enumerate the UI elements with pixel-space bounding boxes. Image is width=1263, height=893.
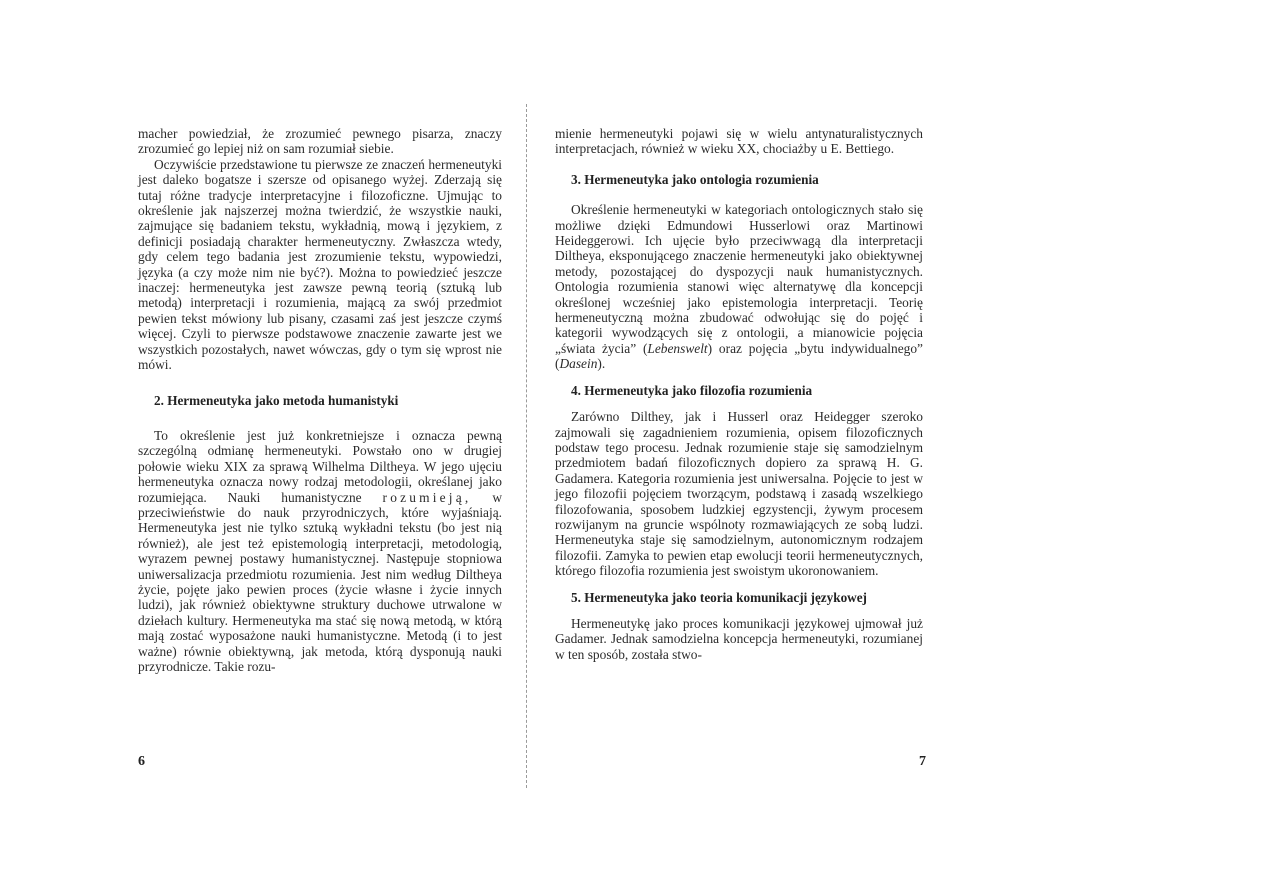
paragraph-continuation: mienie hermeneutyki pojawi się w wielu antynaturalistycznych interpretacjach, również w wieku XX, chociażby u E. Bettiego. — [555, 126, 923, 157]
paragraph-section-5: Hermeneutykę jako proces komunikacji językowej ujmował już Gadamer. Jednak samodzielna koncepcja hermeneutyki, rozumianej w ten sposób, została stwo- — [555, 615, 923, 662]
paragraph-text: ) oraz pojęcia „bytu indywidualnego” ( — [555, 340, 924, 372]
right-page — [555, 126, 923, 662]
section-heading-4: 4. Hermeneutyka jako filozofia rozumienia — [571, 382, 813, 398]
spaced-emphasis: rozumieją, — [382, 489, 472, 505]
page-number-left: 6 — [138, 754, 145, 769]
italic-term: Dasein — [559, 356, 598, 372]
paragraph-continuation: macher powiedział, że zrozumieć pewnego pisarza, znaczy zrozumieć go lepiej niż on sam rozumiał siebie. — [138, 126, 502, 157]
paragraph-section-3 — [555, 202, 923, 371]
section-heading-3: 3. Hermeneutyka jako ontologia rozumienia — [571, 171, 819, 187]
paragraph-text: ). — [597, 356, 606, 372]
paragraph-text: Określenie hermeneutyki w kategoriach ontologicznych stało się możliwe dzięki Edmundowi Husserlowi oraz Martinowi Heideggerowi. Ich ujęcie było przeciwwagą dla interpretacji Diltheya, eksponującego znaczenie hermeneutyki jako obiektywnej metody, pozostającej do dyspozycji nauk humanistycznych. Ontologia rozumienia stanowi więc alternatywę dla koncepcji określonej wcześniej jako epistemologia interpretacji. Teorię hermeneutyczną można zbudować odwołując się do pojęć i kategorii wywodzących się z ontologii, a mianowicie pojęcia „świata życia” ( — [555, 202, 923, 356]
page-number-right: 7 — [919, 754, 926, 769]
section-heading-5: 5. Hermeneutyka jako teoria komunikacji językowej — [571, 589, 867, 605]
section-heading-2: 2. Hermeneutyka jako metoda humanistyki — [154, 392, 399, 408]
paragraph-section-4: Zarówno Dilthey, jak i Husserl oraz Heidegger szeroko zajmowali się zagadnieniem rozumienia, opisem filozoficznych podstaw tego procesu. Jednak rozumienie staje się samodzielnym przedmiotem badań filozoficznych dopiero za sprawą H. G. Gadamera. Kategoria rozumienia jest uniwersalna. Pojęcie to jest w jego filozofii pojęciem tworzącym, podstawą i zasadą wszelkiego filozofowania, sposobem ludzkiej egzystencji, żywym procesem rozwijanym na gruncie wspólnoty rozmawiających ze sobą ludzi. Hermeneutyka staje się samodzielnym, autonomicznym rodzajem filozofii. Zamyka to pewien etap ewolucji teorii hermeneutycznych, którego filozofia rozumienia jest swoistym ukoronowaniem. — [555, 409, 923, 579]
paragraph: Oczywiście przedstawione tu pierwsze ze znaczeń hermeneutyki jest daleko bogatsze i szersze od opisanego wyżej. Zderzają się tutaj różne tradycje interpretacyjne i filozoficzne. Ujmując to określenie jak najszerzej można twierdzić, że wszystkie nauki, zajmujące się badaniem tekstu, wykładnią, mową i językiem, z definicji posiadają charakter hermeneutyczny. Zwłaszcza wtedy, gdy celem tego badania jest zrozumienie tekstu, wypowiedzi, języka (a czy może nim nie być?). Można to powiedzieć jeszcze inaczej: hermeneutyka jest zawsze pewną teorią (sztuką lub metodą) interpretacji i rozumienia, mającą za swój przedmiot pewien tekst mówiony lub pisany, czasami zaś jest jeszcze czymś więcej. Czyli to pierwsze podstawowe znaczenie zawarte jest we wszystkich pozostałych, nawet wówczas, gdy o tym się wprost nie mówi. — [138, 156, 502, 373]
paragraph-text: w przeciwieństwie do nauk przyrodniczych, które wyjaśniają. Hermeneutyka jest nie tylko sztuką wykładni tekstu (bo jest nią również), ale jest też epistemologią interpretacji, metodologią, wyrazem pewnej postawy humanistycznej. Następuje stopniowa uniwersalizacja przedmiotu rozumienia. Jest nim według Diltheya życie, pojęte jako pewien proces (życie własne i życie innych ludzi), jak również obiektywne struktury duchowe utrwalone w dziełach kultury. Hermeneutyka ma stać się nową metodą, w którą mają zostać wyposażone nauki humanistyczne. Metodą (i to jest ważne) równie obiektywną, jak metoda, którą dysponują nauki przyrodnicze. Takie rozu- — [138, 489, 502, 674]
paragraph-section-2 — [138, 428, 502, 675]
left-page — [138, 126, 502, 674]
book-gutter — [526, 104, 527, 788]
paragraph-text: To określenie jest już konkretniejsze i oznacza pewną szczególną odmianę hermeneutyki. Powstało ono w drugiej połowie wieku XIX za sprawą Wilhelma Diltheya. W jego ujęciu hermeneutyka oznacza nowy rodzaj metodologii, określanej jako rozumiejąca. Nauki humanistyczne — [138, 427, 502, 505]
italic-term: Lebenswelt — [647, 340, 708, 356]
